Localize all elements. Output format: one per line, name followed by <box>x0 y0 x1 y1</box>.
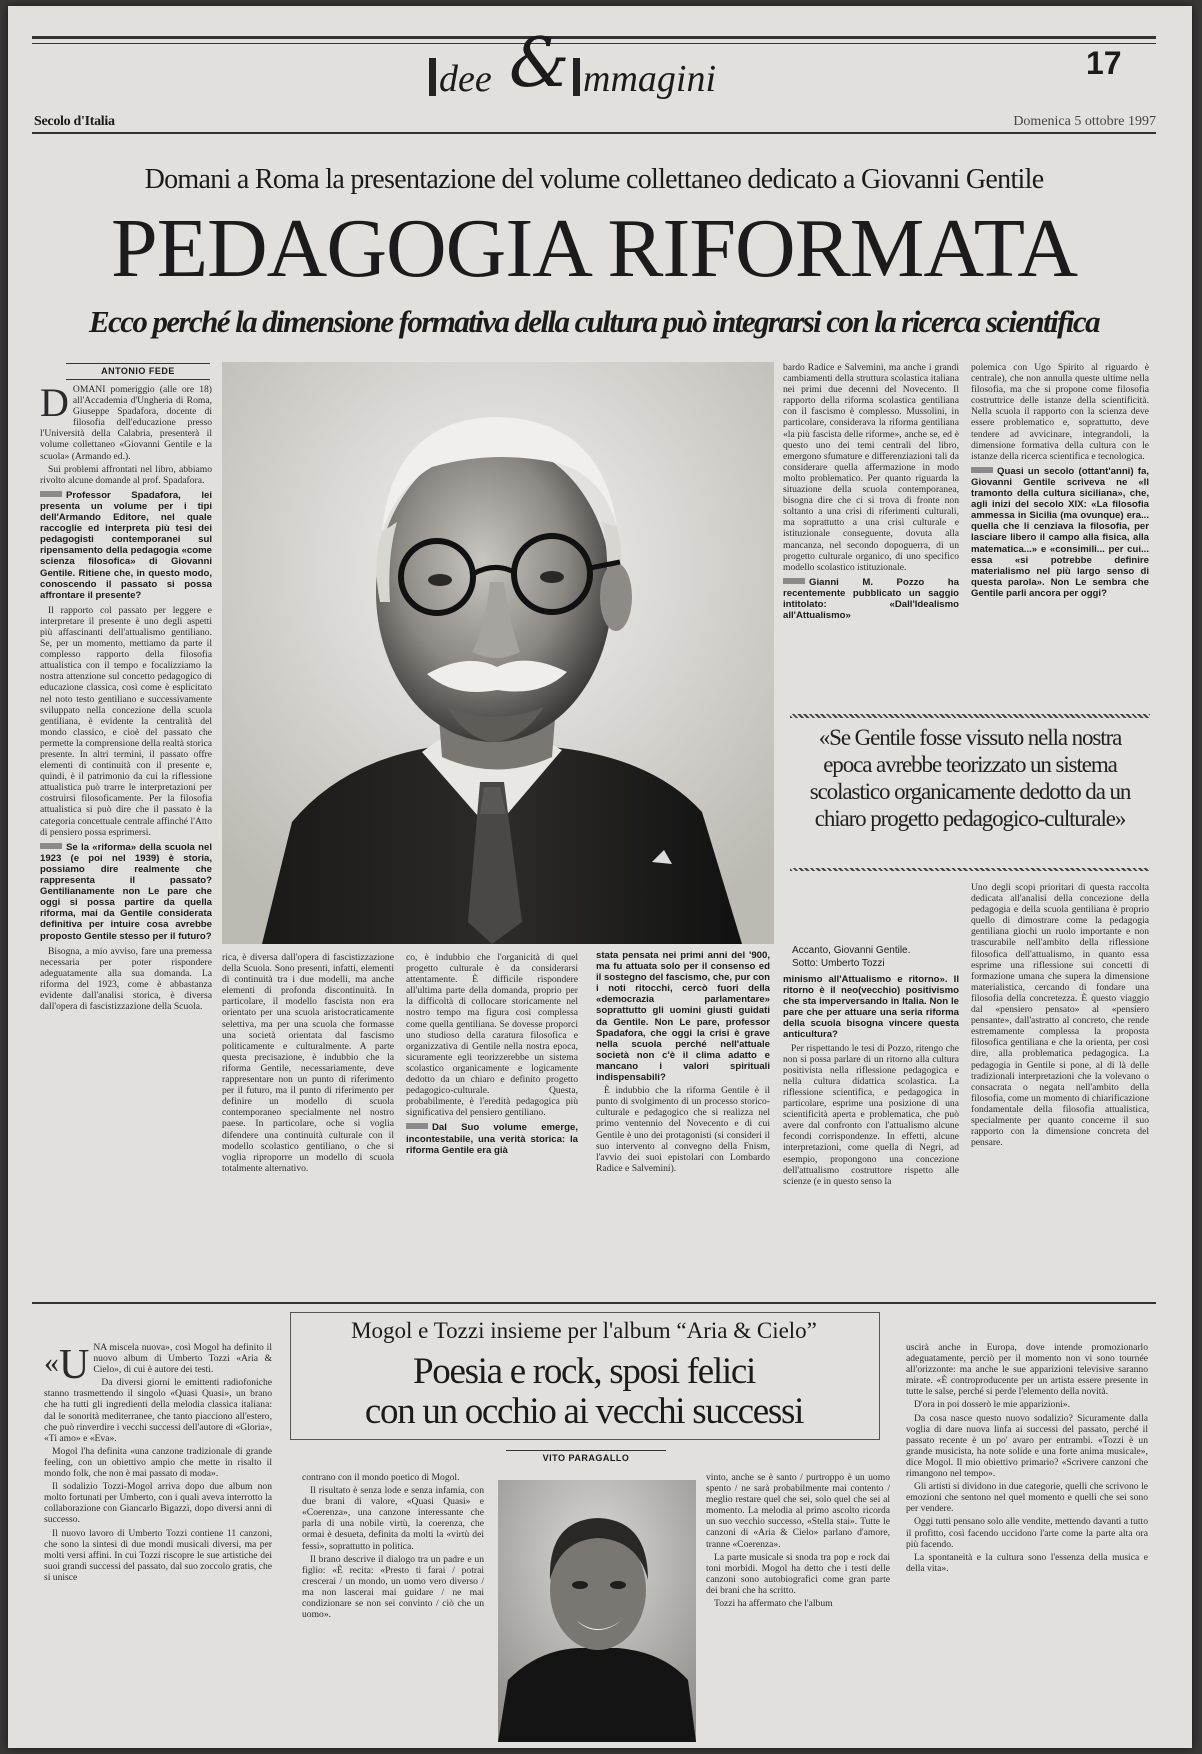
paragraph: D'ora in poi dosserò le mie apparizioni». <box>914 1399 1070 1411</box>
pull-quote-rule-top <box>790 714 1150 718</box>
page-number: 17 <box>1086 45 1122 81</box>
paragraph: bardo Radice e Salvemini, ma anche i grandi cambiamenti della struttura scolastica italiana nei primi due decenni del Novecento. Il rapporto della riforma scolastica gentiliana con il fascismo è complesso. Mussolini, in particolare, considerava la riforma gentiliana «la più fascista delle riforme», anche se, ed è questo uno dei temi centrali del libro, emergono sfumature e differenziazioni tali da considerare quella affermazione in modo molto problematico. Per quanto riguarda la situazione della scuola contemporanea, bisogna dire che ci si trova di fronte non soltanto a una crisi di riferimenti culturali, ma soprattutto a una crisi culturale e istituzionale conseguente, dovuta alla mancanza, nel secondo dopoguerra, di un progetto culturale organico, di uno specifico modello scolastico istituzionale. <box>783 362 959 573</box>
byline-rule-bottom <box>66 379 210 380</box>
article-column-5 <box>783 362 959 707</box>
section-title <box>413 26 813 106</box>
paragraph: OMANI pomeriggio (alle ore 18) all'Accademia d'Ungheria di Roma, Giuseppe Spadafora, docente di filosofia dell'educazione presso l'Università della Calabria, presenterà il volume collettaneo «Giovanni Gentile e la scuola» (Armando ed.). <box>40 384 212 462</box>
paragraph: Oggi tutti pensano solo alle vendite, mettendo davanti a tutto il profitto, così facendo uccidono l'arte come la parte alta ora più facendo. <box>906 1516 1148 1550</box>
paragraph: vinto, anche se è santo / purtroppo è un uomo spento / ne sarà probabilmente mai contento / meglio restare quel che sei, solo quel che sei al momento. La melodia al primo ascolto ricorda un suo vecchio successo, «Stella stai». Tutte le canzoni di «Aria & Cielo» parlano d'amore, tranne «Coerenza». <box>706 1472 890 1550</box>
article-headline: PEDAGOGIA RIFORMATA <box>110 202 1078 295</box>
article-column-6b <box>971 882 1149 1294</box>
portrait-gentile-illustration <box>222 362 774 944</box>
issue-date: Domenica 5 ottobre 1997 <box>1013 114 1156 129</box>
header-bottom-rule <box>32 132 1156 134</box>
portrait-photo-gentile <box>222 362 774 944</box>
section-title-part2: mmagini <box>583 58 716 100</box>
article2-drop-cap-letter: U <box>59 1342 90 1388</box>
pull-quote-rule-bottom <box>790 868 1150 871</box>
paragraph: Gli artisti si dividono in due categorie, quelli che scrivono le emozioni che sentono nel quel momento e quelli che sei sono per vendere. <box>906 1481 1148 1515</box>
paragraph: Il brano descrive il dialogo tra un padre e un figlio: «È recita: «Presto ti farai / potrai crescerai / un mondo, un uomo vero diverso / ma non lascerai mai guidare / ne mai condizionare se non sei convinto / ciò che un uomo». <box>302 1553 484 1621</box>
article2-column-3 <box>706 1472 890 1742</box>
pull-quote: «Se Gentile fosse vissuto nella nostra epoca avrebbe teorizzato un sistema scolastico organicamente dedotto da un chiaro progetto pedagogico-culturale» <box>809 725 1131 831</box>
article-column-4 <box>596 950 770 1294</box>
paragraph: Da diversi giorni le emittenti radiofoniche stanno trasmettendo il singolo «Quasi Quasi», un brano che ha tutti gli ingredienti della melodia classica italiana: dal le sonorità mediterranee, che tanto piacciono all'estero, che può rinverdire i vecchi successi dell'autore di «Gloria», «Ti amo» e «Eva». <box>44 1377 272 1444</box>
article2-headline-line1: Poesia e rock, sposi felici <box>412 1351 755 1392</box>
paragraph: Tozzi ha affermato che l'album <box>714 1598 833 1610</box>
paragraph: co, è indubbio che l'organicità di quel progetto culturale è da considerarsi attentamente. È difficile rispondere all'ultima parte della domanda, proprio per la difficoltà di collocare storicamente nel nostro tempo ma figura così complessa come quella gentiliana. Se dovesse proporci uno studioso della caratura filosofica e organizzativa di Gentile nella nostra epoca, sicuramente egli teorizzerebbe un sistema scolastico organicamente e logicamente dedotto da un chiaro e definito progetto pedagogico-culturale. Questa, probabilmente, è l'eredità pedagogica più significativa del pensiero gentiliano. <box>406 952 578 1119</box>
article-column-2 <box>222 952 394 1294</box>
article2-kicker: Mogol e Tozzi insieme per l'album “Aria & Cielo” <box>351 1318 817 1343</box>
section-bar-left <box>429 58 436 96</box>
section-title-amp: & <box>509 24 570 103</box>
interview-question: minismo all'Attualismo e ritorno». Il ritorno è il neo(vecchio) positivismo che sta imperversando in Italia. Non le pare che per attuare una seria riforma della scuola bisogna vincere questa anticultura? <box>783 974 959 1041</box>
interview-question: Professor Spadafora, lei presenta un volume per i tipi dell'Armando Editore, nel quale raccoglie ed interpreta più tesi dei pedagogisti contemporanei sul ripensamento della pedagogia «come scienza filosofica» di Giovanni Gentile. Ritiene che, in questo modo, conoscendo il passato si possa affrontare il presente? <box>40 489 212 601</box>
article2-drop-cap <box>44 1342 90 1388</box>
paragraph: contrano con il mondo poetico di Mogol. <box>302 1472 460 1483</box>
article-byline: ANTONIO FEDE <box>101 366 175 376</box>
caption-line-2: Sotto: Umberto Tozzi <box>792 958 885 969</box>
article2-column-1 <box>44 1342 272 1742</box>
interview-question: Quasi un secolo (ottant'anni) fa, Giovanni Gentile scriveva ne «Il tramonto della cultura siciliana», che, agli inizi del secolo XIX: «La filosofia ammessa in Sicilia (ma ovunque) era... quella che li cenziava la filosofia, per lasciare libero il campo alla fisica, alla matematica...» e «consimili... per cui... essa «si potrebbe definire materialismo nel più largo senso di questa parola». Non Le sembra che Gentile parli ancora per oggi? <box>971 465 1149 599</box>
article-subhead: Ecco perché la dimensione formativa della cultura può integrarsi con la ricerca scientifica <box>89 304 1099 339</box>
paragraph: È indubbio che la riforma Gentile è il punto di svolgimento di un processo storico-culturale e pedagogico che si realizza nel primo ventennio del Novecento e di cui Gentile è uno dei protagonisti (si consideri il suo intervento al convegno della Fnism, l'avvio dei suoi epistolari con Lombardo Radice e Salvemini). <box>596 1085 770 1174</box>
photo-caption <box>792 944 972 970</box>
paragraph: uscirà anche in Europa, dove intende promozionarlo adeguatamente, perciò per il momento non vi sono tournée all'orizzonte: ma anche le sue apparizioni televisive saranno mirate. «È controproducente per un artista essere presente in tutte le salse, perché si perde l'elemento della novità. <box>906 1342 1148 1398</box>
drop-cap: D <box>40 384 69 425</box>
masthead: Secolo d'Italia <box>34 114 115 129</box>
article2-column-4 <box>906 1342 1148 1742</box>
interview-question: Se la «riforma» della scuola nel 1923 (e poi nel 1939) è storia, possiamo dire realmente che rappresenta il passato? Gentilianamente non Le pare che oggi si possa partire da quella riforma, mai da Gentile considerata definitiva per intuire cosa avrebbe proposto Gentile stesso per il futuro? <box>40 841 212 942</box>
portrait-tozzi-illustration <box>498 1480 696 1742</box>
paragraph: NA miscela nuova», così Mogol ha definito il nuovo album di Umberto Tozzi «Aria & Cielo», di cui è autore dei testi. <box>93 1342 272 1376</box>
article2-top-rule <box>32 1302 1156 1304</box>
paragraph: Per rispettando le tesi di Pozzo, ritengo che non si possa parlare di un ritorno alla cultura positivista nella riflessione pedagogica e nella cultura didattica scolastica. La riflessione scientifica, e pedagogica in particolare, esprime una posizione di una scientificità aperta e problematica, che può avere dal confronto con l'attualismo alcune fecondi corrispondenze. In effetti, alcune interpretazioni, come quella di Negri, ad esempio, propongono una concezione dell'attualismo costruttore rispetto alle scienze (e in questo senso la <box>783 1042 959 1187</box>
article-column-1 <box>40 384 212 1294</box>
byline-rule <box>66 363 210 364</box>
section-bar-right <box>573 58 580 96</box>
article2-column-2 <box>302 1472 484 1742</box>
article2-headline-line2: con un occhio ai vecchi successi <box>364 1391 804 1432</box>
caption-line-1: Accanto, Giovanni Gentile. <box>792 945 911 956</box>
article2-byline: VITO PARAGALLO <box>542 1453 630 1463</box>
article-column-6 <box>971 362 1149 707</box>
paragraph: Uno degli scopi prioritari di questa raccolta dedicata all'analisi della concezione della pedagogia e della scuola gentiliana è proprio quello di dimostrare come la pedagogia gentiliana giochi un ruolo importante e non trascurabile nell'ambito della riflessione filosofica dell'attualismo, in quanto essa esprime una riflessione sui concetti di formazione umana che supera la dimensione materialistica, cercando di fondare una filosofia della concretezza. È questo viaggio dal «pensiero pensato» al «pensiero pensante», dall'astratto al concreto, che rende estremamente complessa la proposta filosofica gentiliana e che la orienta, per così dire, alla problematica pedagogica. La pedagogia in Gentile si pone, al di là delle tradizionali interpretazioni che la volevano o consacrata o negata nell'ambito della filosofia, come un momento di chiarificazione fondamentale della filosofia attualistica, specialmente per quanto concerne il suo rapporto con la dimensione concreta del pensare. <box>971 882 1149 1149</box>
paragraph: Da cosa nasce questo nuovo sodalizio? Sicuramente dalla voglia di dare nuova linfa ai successi del passato, perché il passato recente è un po' avaro per entrambi. «Tozzi è un grande musicista, ha note solide e una forte anima musicale», dice Mogol. Il mio obiettivo primario? «Scrivere canzoni che rimangono nel tempo». <box>906 1412 1148 1480</box>
paragraph: Il rapporto col passato per leggere e interpretare il presente è uno degli aspetti più affascinanti dell'attualismo gentiliano. Se, per un momento, mettiamo da parte il complesso rapporto della filosofia attualistica con il tempo e focalizziamo la nostra attenzione sul concetto pedagogico di educazione classica, così come è esplicitato nel noto testo gentiliano e successivamente sviluppato nella concezione della scuola gentiliana, è evidente la centralità del mondo classico, e cioè del passato che permette la comprensione della realtà storica presente. In altri termini, il passato offre elementi di continuità con il presente e, quindi, è il patrimonio da cui la riflessione attualistica può trarre le interpretazioni per costruirsi filosoficamente. Per la filosofia attualistica si può dire che il passato è la categoria concettuale centrale affinché l'Atto di pensiero possa esprimersi. <box>40 604 212 838</box>
paragraph: rica, è diversa dall'opera di fascistizzazione della Scuola. Sono presenti, infatti, elementi di continuità tra i due modelli, ma anche elementi di profonda discontinuità. In particolare, il modello fascista non era orientato per una scuola aristocraticamente selettiva, ma per una scuola che formasse una società orientata dal fascismo politicamente e culturalmente. A parte questa precisazione, è indubbio che la riforma Gentile, necessariamente, deve rappresentare non un punto di riferimento per il futuro, ma il punto di riferimento per definire un modello di scuola contemporaneo specialmente nel nostro paese. In particolare, oche si voglia difendere una continuità culturale con il modello scolastico gentiliano, o che si voglia riproporre un modello di scuola totalmente alternativo. <box>222 952 394 1174</box>
article2-byline-rule <box>506 1450 666 1451</box>
newspaper-page <box>8 6 1192 1748</box>
article2-open-quote: « <box>44 1346 59 1379</box>
article-column-3 <box>406 952 578 1294</box>
paragraph: La spontaneità e la cultura sono l'essenza della musica e della vita». <box>906 1551 1148 1574</box>
photo-umberto-tozzi <box>498 1480 696 1742</box>
paragraph: polemica con Ugo Spirito al riguardo è centrale), che non annulla queste ultime nella filosofia, ma che si propone come filosofia costruttrice delle istanze della scientificità. Nella scuola il rapporto con la scienza deve essere problematico e, soprattutto, deve tendere ad avvicinare, integrandoli, la dimensione formativa della cultura con le istanze della ricerca scientifica e tecnologica. <box>971 362 1149 462</box>
paragraph: Il sodalizio Tozzi-Mogol arriva dopo due album non molto fortunati per Umberto, con i quali aveva interrotto la collaborazione con Giancarlo Bigazzi, dopo diversi anni di successo. <box>44 1481 272 1526</box>
paragraph: Sui problemi affrontati nel libro, abbiamo rivolto alcune domande al prof. Spadafora. <box>40 463 212 486</box>
section-title-part1: dee <box>439 58 492 100</box>
paragraph: Il risultato è senza lode e senza infamia, con due brani di valore, «Quasi Quasi» e «Coerenza», una canzone interessante che parla di una nobile virtù, la coerenza, che ormai è desueta, definita da molti la «virtù dei fessi», soprattutto in politica. <box>302 1485 484 1552</box>
paragraph: La parte musicale si snoda tra pop e rock dai toni morbidi. Mogol ha detto che i testi delle canzoni sono autobiografici come gran parte dei brani che ha scritto. <box>706 1551 890 1596</box>
article-kicker: Domani a Roma la presentazione del volume collettaneo dedicato a Giovanni Gentile <box>144 164 1044 195</box>
interview-question: stata pensata nei primi anni del '900, ma fu attuata solo per il consenso ed il sostegno del fascismo, che, pur con i noti ritocchi, cercò fuori della «democrazia parlamentare» soprattutto gli uomini giusti guidati da Gentile. Non Le pare, professor Spadafora, che oggi la crisi è grave nella scuola perché nell'attuale società non c'è il clima adatto e mancano i valori spirituali indispensabili? <box>596 950 770 1084</box>
interview-question: Gianni M. Pozzo ha recentemente pubblicato un saggio intitolato: «Dall'Idealismo all'Attualismo» <box>783 576 959 622</box>
article-column-5b <box>783 974 959 1294</box>
paragraph: Bisogna, a mio avviso, fare una premessa necessaria per poter rispondere adeguatamente alla sua domanda. La riforma del 1923, come è abbastanza evidente dall'analisi storica, è diversa dall'opera di fascistizzazione della Scuola. <box>40 945 212 1013</box>
interview-question: Dal Suo volume emerge, incontestabile, una verità storica: la riforma Gentile era già <box>406 1122 578 1156</box>
paragraph: Mogol l'ha definita «una canzone tradizionale di grande feeling, con un obiettivo ampio che mette in risalto il mondo folk, che non è mai passato di moda». <box>44 1445 272 1480</box>
paragraph: Il nuovo lavoro di Umberto Tozzi contiene 11 canzoni, che sono la sintesi di due mondi musicali diversi, ma per molti versi affini. In cui Tozzi riscopre le sue artistiche dei suoi grandi successi del passato, dal suo zoccolo gratis, che si unisce <box>44 1527 272 1583</box>
